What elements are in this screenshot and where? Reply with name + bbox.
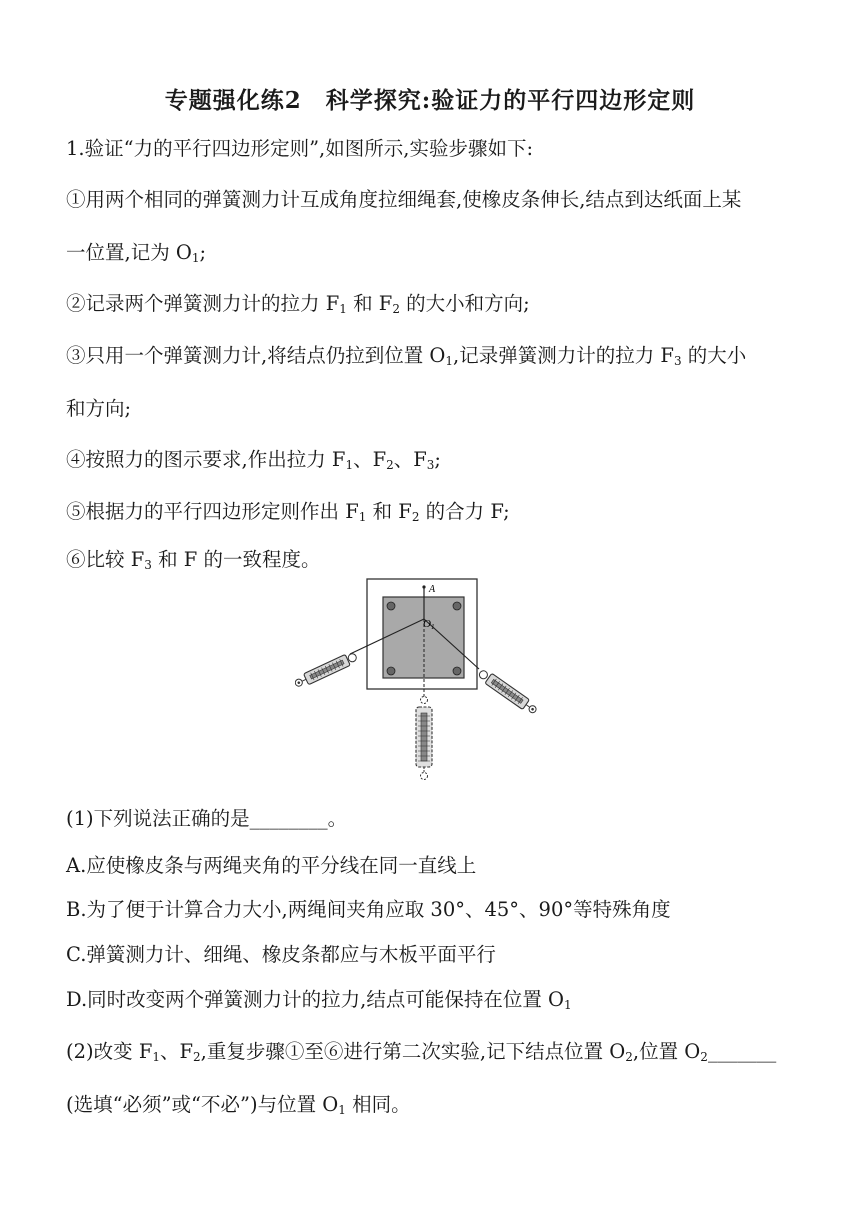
- spring-scale-right: [477, 668, 539, 717]
- pin-icon: [387, 602, 395, 610]
- question-2-line-2: (选填“必须”或“不必”)与位置 $O_1$ 相同。: [66, 1093, 411, 1117]
- step-2: ②记录两个弹簧测力计的拉力 $F_1$ 和 $F_2$ 的大小和方向;: [66, 292, 530, 316]
- label-a: A: [429, 584, 436, 595]
- step-3-line-2: 和方向;: [66, 397, 132, 420]
- question-2-line-1: (2)改变 $F_1$、$F_2$,重复步骤①至⑥进行第二次实验,记下结点位置 $O_2$,位置 $O_2\_\_\_\_\_\_\_$: [66, 1040, 777, 1064]
- point-a: [422, 585, 425, 588]
- option-c: C.弹簧测力计、细绳、橡皮条都应与木板平面平行: [66, 943, 496, 966]
- spring-scale-left: [295, 651, 358, 690]
- step-1-line-2: 一位置,记为 $O_1$;: [66, 241, 207, 265]
- spring-scale-bottom: [416, 697, 432, 780]
- step-4: ④按照力的图示要求,作出拉力 $F_1$、$F_2$、$F_3$;: [66, 448, 441, 472]
- step-3-line-1: ③只用一个弹簧测力计,将结点仍拉到位置 $O_1$,记录弹簧测力计的拉力 $F_3$ 的大小: [66, 344, 747, 368]
- step-6: ⑥比较 $F_3$ 和 F 的一致程度。: [66, 548, 321, 572]
- page-title: 专题强化练2 科学探究:验证力的平行四边形定则: [164, 87, 696, 114]
- pin-icon: [453, 667, 461, 675]
- pin-icon: [453, 602, 461, 610]
- question-1-stem: (1)下列说法正确的是________。: [66, 807, 348, 830]
- step-1-line-1: ①用两个相同的弹簧测力计互成角度拉细绳套,使橡皮条伸长,结点到达纸面上某: [66, 188, 742, 211]
- label-o1: O1: [423, 618, 435, 631]
- option-d: D.同时改变两个弹簧测力计的拉力,结点可能保持在位置 $O_1$: [66, 988, 572, 1012]
- intro-text: 1.验证“力的平行四边形定则”,如图所示,实验步骤如下:: [66, 137, 534, 160]
- option-a: A.应使橡皮条与两绳夹角的平分线在同一直线上: [66, 854, 477, 877]
- experiment-figure: [295, 575, 550, 785]
- pin-icon: [387, 667, 395, 675]
- step-5: ⑤根据力的平行四边形定则作出 $F_1$ 和 $F_2$ 的合力 F;: [66, 500, 510, 524]
- option-b: B.为了便于计算合力大小,两绳间夹角应取 30°、45°、90°等特殊角度: [66, 898, 671, 921]
